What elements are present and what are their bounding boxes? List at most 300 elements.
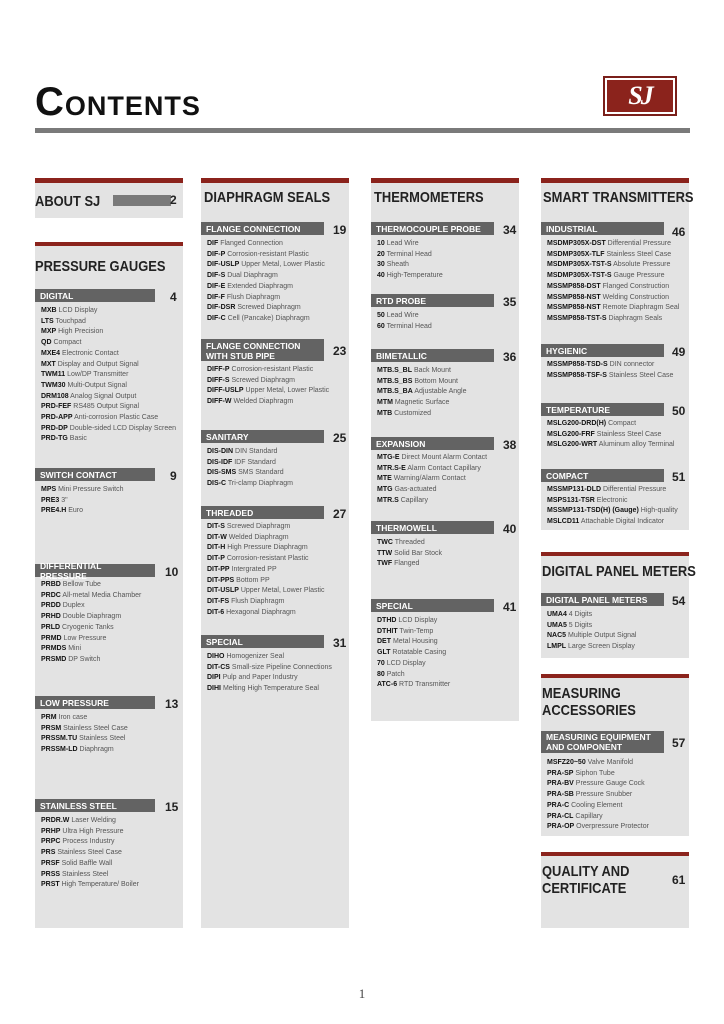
item-code: MTR.S-E bbox=[377, 464, 406, 472]
item-description: Ultra High Pressure bbox=[60, 827, 124, 835]
list-item bbox=[207, 365, 329, 376]
item-description: Flanged Connection bbox=[218, 240, 283, 247]
item-code: PRM bbox=[41, 714, 57, 721]
section-page: 13 bbox=[165, 697, 179, 711]
list-item bbox=[207, 565, 324, 576]
list-item bbox=[207, 250, 325, 261]
item-description: Terminal Head bbox=[384, 322, 432, 330]
item-code: MSSMP858-TSF-S bbox=[547, 371, 607, 379]
list-item bbox=[41, 601, 141, 612]
item-description: Screwed Diaphragm bbox=[235, 304, 301, 312]
item-description: Upper Metal, Lower Plastic bbox=[239, 261, 325, 269]
list-item bbox=[207, 479, 293, 490]
item-code: DIHI bbox=[207, 685, 221, 693]
item-code: MSDMP305X-TST-S bbox=[547, 272, 612, 280]
item-code: MTB bbox=[377, 409, 393, 417]
list-item bbox=[547, 303, 679, 314]
divider-red bbox=[541, 552, 689, 556]
item-description: 5 Digits bbox=[566, 621, 593, 629]
list-item bbox=[547, 430, 674, 441]
list-item bbox=[207, 652, 332, 663]
item-description: Flush Diaphragm bbox=[229, 597, 285, 605]
list-item bbox=[377, 496, 487, 507]
item-code: MTR.S bbox=[377, 496, 399, 504]
item-code: DIS-C bbox=[207, 480, 227, 488]
item-description: Cryogenic Tanks bbox=[60, 623, 114, 631]
list-item bbox=[41, 402, 176, 413]
thermometers-title: THERMOMETERS bbox=[374, 189, 484, 206]
item-code: TWC bbox=[377, 539, 393, 546]
item-description: Flanged bbox=[392, 560, 420, 568]
item-description: Display and Output Signal bbox=[55, 360, 139, 368]
item-code: MSFZ20~50 bbox=[547, 759, 586, 766]
item-code: DTHD bbox=[377, 617, 397, 624]
item-code: PRA-OP bbox=[547, 823, 575, 831]
item-code: TTW bbox=[377, 549, 393, 557]
item-description: SMS Standard bbox=[236, 469, 284, 477]
list-item bbox=[207, 458, 293, 469]
item-code: PRHP bbox=[41, 827, 61, 835]
item-description: DP Switch bbox=[66, 655, 101, 663]
section-page: 61 bbox=[672, 873, 686, 887]
list-item bbox=[41, 634, 141, 645]
divider bbox=[541, 836, 689, 852]
item-code: MTE bbox=[377, 475, 392, 483]
item-code: MSLG200-WRT bbox=[547, 441, 598, 449]
section-stainless-steel: STAINLESS STEEL bbox=[35, 799, 155, 812]
item-description: Corrosion-resistant Plastic bbox=[225, 250, 309, 258]
list-item bbox=[41, 816, 139, 827]
list-item bbox=[377, 398, 467, 409]
list-item bbox=[547, 419, 674, 430]
list-item bbox=[207, 282, 325, 293]
item-description: Flush Diaphragm bbox=[224, 293, 281, 301]
item-description: Siphon Tube bbox=[573, 769, 615, 777]
item-description: Stainless Steel Case bbox=[606, 371, 674, 379]
section-page: 51 bbox=[672, 470, 686, 484]
item-code: DIF-P bbox=[207, 250, 226, 258]
item-code: DIF bbox=[207, 240, 219, 247]
about-sj-title: ABOUT SJ bbox=[35, 193, 101, 210]
item-code: DIT-PPS bbox=[207, 576, 235, 584]
item-description: Low/DP Transmitter bbox=[65, 371, 129, 379]
item-description: Stainless Steel bbox=[60, 870, 109, 878]
item-description: Double-sided LCD Display Screen bbox=[67, 424, 177, 432]
item-code: DIF-USLP bbox=[207, 261, 240, 269]
item-list bbox=[547, 239, 679, 325]
item-description: Capillary bbox=[398, 496, 428, 504]
item-description: All-metal Media Chamber bbox=[60, 591, 142, 599]
page-number: 1 bbox=[358, 986, 366, 1001]
list-item bbox=[207, 314, 325, 325]
item-code: MSSMP131-DLD bbox=[547, 486, 602, 493]
item-description: Cooling Element bbox=[569, 801, 623, 809]
about-sj-chip bbox=[113, 195, 171, 206]
list-item bbox=[377, 260, 443, 271]
list-item bbox=[377, 616, 450, 627]
section-hygienic: HYGIENIC bbox=[541, 344, 664, 357]
list-item bbox=[41, 612, 141, 623]
item-list bbox=[207, 652, 332, 695]
item-code: MTM bbox=[377, 399, 393, 407]
section-page: 27 bbox=[333, 507, 347, 521]
list-item bbox=[41, 837, 139, 848]
item-description: Mini bbox=[66, 645, 82, 653]
item-code: ATC-6 bbox=[377, 681, 398, 689]
item-code: DIHO bbox=[207, 653, 225, 660]
item-code: MSSMP858-DST bbox=[547, 282, 601, 290]
smart-transmitters-title: SMART TRANSMITTERS bbox=[543, 189, 694, 206]
item-list bbox=[207, 365, 329, 408]
list-item bbox=[41, 745, 128, 756]
item-description: Compact bbox=[51, 339, 82, 347]
column-top-bar bbox=[371, 178, 519, 183]
list-item bbox=[377, 322, 432, 333]
list-item bbox=[547, 631, 637, 642]
section-page: 23 bbox=[333, 344, 347, 358]
section-page: 10 bbox=[165, 565, 179, 579]
item-code: PRBD bbox=[41, 581, 61, 588]
item-description: Welded Diaphragm bbox=[231, 398, 294, 406]
section-bimetallic: BIMETALLIC bbox=[371, 349, 494, 362]
list-item bbox=[207, 554, 324, 565]
item-description: Solid Baffle Wall bbox=[59, 859, 113, 867]
item-code: PRPC bbox=[41, 838, 61, 846]
item-list bbox=[377, 538, 442, 570]
section-page: 40 bbox=[503, 522, 517, 536]
item-code: MXE4 bbox=[41, 349, 61, 357]
item-description: Direct Mount Alarm Contact bbox=[399, 454, 488, 461]
divider bbox=[541, 530, 689, 552]
item-code: PRA-CL bbox=[547, 812, 574, 820]
sj-logo: SJ bbox=[603, 76, 677, 116]
item-code: 50 bbox=[377, 312, 385, 319]
item-description: LCD Display bbox=[384, 659, 426, 667]
item-description: Pulp and Paper Industry bbox=[220, 674, 298, 682]
item-description: Euro bbox=[66, 507, 84, 515]
item-list bbox=[547, 485, 678, 528]
item-code: PRST bbox=[41, 881, 60, 889]
item-code: PRD-FEF bbox=[41, 403, 72, 411]
item-description: Customized bbox=[392, 409, 432, 417]
item-description: Overpressure Protector bbox=[574, 823, 649, 831]
item-description: High-quality bbox=[638, 507, 678, 515]
list-item bbox=[41, 496, 123, 507]
digital-panel-meters-title: DIGITAL PANEL METERS bbox=[542, 563, 696, 580]
list-item bbox=[377, 250, 443, 261]
list-item bbox=[207, 376, 329, 387]
divider-red bbox=[541, 674, 689, 678]
item-description: Upper Metal, Lower Plastic bbox=[243, 387, 330, 395]
item-description: Process Industry bbox=[60, 838, 115, 846]
item-description: Diaphragm bbox=[77, 746, 114, 754]
list-item bbox=[377, 453, 487, 464]
item-description: DIN connector bbox=[607, 361, 655, 368]
item-description: Touchpad bbox=[53, 317, 86, 325]
item-code: MTB.S_BS bbox=[377, 377, 413, 385]
item-description: Remote Diaphragm Seal bbox=[600, 304, 680, 312]
item-description: Patch bbox=[384, 670, 405, 678]
list-item bbox=[207, 293, 325, 304]
item-code: LTS bbox=[41, 317, 54, 325]
list-item bbox=[377, 387, 467, 398]
item-description: High Precision bbox=[56, 328, 104, 336]
section-compact: COMPACT bbox=[541, 469, 664, 482]
column-diaphragm-seals bbox=[201, 178, 349, 928]
list-item bbox=[41, 655, 141, 666]
item-description: Warning/Alarm Contact bbox=[391, 475, 466, 483]
item-code: MSDMP305X-TLF bbox=[547, 250, 605, 258]
item-description: Diaphragm Seals bbox=[606, 314, 663, 322]
item-code: DIF-C bbox=[207, 314, 226, 322]
column-top-bar bbox=[541, 178, 689, 183]
list-item bbox=[377, 538, 442, 549]
item-description: Metal Housing bbox=[391, 638, 438, 646]
column-about-pressure bbox=[35, 178, 183, 928]
item-code: PRSMD bbox=[41, 655, 67, 663]
item-code: MSSMP131-TSD(H) (Gauge) bbox=[547, 507, 639, 515]
item-code: GLT bbox=[377, 649, 391, 657]
item-code: TWM30 bbox=[41, 381, 66, 389]
list-item bbox=[547, 496, 678, 507]
item-code: PRSF bbox=[41, 859, 60, 867]
list-item bbox=[207, 447, 293, 458]
item-code: MSLG200-FRF bbox=[547, 430, 595, 438]
item-code: DIT-USLP bbox=[207, 587, 239, 595]
section-thermowell: THERMOWELL bbox=[371, 521, 494, 534]
list-item bbox=[547, 621, 637, 632]
item-code: DIFF-USLP bbox=[207, 387, 244, 395]
list-item bbox=[41, 413, 176, 424]
item-list bbox=[377, 453, 487, 507]
list-item bbox=[41, 724, 128, 735]
list-item bbox=[377, 239, 443, 250]
item-code: PRLD bbox=[41, 623, 61, 631]
divider bbox=[541, 658, 689, 674]
item-description: Pressure Gauge Cock bbox=[573, 780, 645, 788]
item-list bbox=[547, 610, 637, 653]
item-description: Mini Pressure Switch bbox=[56, 486, 124, 493]
item-code: MTB.S_BL bbox=[377, 367, 412, 374]
item-description: Solid Bar Stock bbox=[392, 549, 442, 557]
item-code: QD bbox=[41, 339, 52, 347]
divider bbox=[35, 218, 183, 242]
item-code: TWM11 bbox=[41, 371, 66, 379]
list-item bbox=[41, 734, 128, 745]
list-item bbox=[547, 314, 679, 325]
item-code: PRSS bbox=[41, 870, 61, 878]
list-item bbox=[41, 506, 123, 517]
item-description: Bottom PP bbox=[234, 576, 270, 584]
item-code: 30 bbox=[377, 261, 385, 269]
section-flange-connection: FLANGE CONNECTION bbox=[201, 222, 324, 235]
item-code: DET bbox=[377, 638, 391, 646]
item-description: Multi-Output Signal bbox=[65, 381, 127, 389]
list-item bbox=[41, 713, 128, 724]
item-description: Basic bbox=[67, 435, 87, 443]
list-item bbox=[207, 397, 329, 408]
section-flange-stub-pipe: FLANGE CONNECTION WITH STUB PIPE bbox=[201, 339, 324, 361]
item-code: 70 bbox=[377, 659, 385, 667]
item-description: Low Pressure bbox=[61, 634, 107, 642]
about-sj-page: 2 bbox=[170, 193, 177, 207]
section-page: 4 bbox=[170, 290, 177, 304]
list-item bbox=[207, 260, 325, 271]
item-description: High-Temperature bbox=[384, 272, 443, 280]
item-code: TWF bbox=[377, 560, 393, 568]
item-code: DIF-S bbox=[207, 272, 226, 280]
item-code: LMPL bbox=[547, 643, 567, 651]
item-code: MTB.S_BA bbox=[377, 388, 413, 396]
list-item bbox=[547, 769, 649, 780]
section-temperature: TEMPERATURE bbox=[541, 403, 664, 416]
item-code: DIS-IDF bbox=[207, 458, 233, 466]
section-expansion: EXPANSION bbox=[371, 437, 494, 450]
section-page: 25 bbox=[333, 431, 347, 445]
item-description: Gauge Pressure bbox=[611, 272, 665, 280]
list-item bbox=[207, 663, 332, 674]
item-description: Capillary bbox=[573, 812, 603, 820]
item-code: MSSMP858-NST bbox=[547, 304, 601, 312]
section-page: 35 bbox=[503, 295, 517, 309]
list-item bbox=[41, 580, 141, 591]
item-description: Laser Welding bbox=[69, 817, 116, 824]
list-item bbox=[207, 468, 293, 479]
list-item bbox=[377, 474, 487, 485]
section-page: 15 bbox=[165, 800, 179, 814]
item-description: Threaded bbox=[392, 539, 425, 546]
item-description: Duplex bbox=[60, 602, 85, 610]
item-description: Anti-corrosion Plastic Case bbox=[72, 414, 159, 422]
item-description: High Pressure Diaphragm bbox=[225, 544, 308, 552]
list-item bbox=[547, 610, 637, 621]
pressure-gauges-title: PRESSURE GAUGES bbox=[35, 258, 166, 275]
item-description: Corrosion-resistant Plastic bbox=[229, 366, 314, 373]
item-code: DIF-DSR bbox=[207, 304, 236, 312]
item-list bbox=[41, 580, 141, 666]
section-digital: DIGITAL bbox=[35, 289, 155, 302]
item-description: Multiple Output Signal bbox=[566, 632, 637, 640]
section-special: SPECIAL bbox=[201, 635, 324, 648]
item-description: Hexagonal Diaphragm bbox=[224, 608, 296, 616]
list-item bbox=[41, 360, 176, 371]
item-description: Magnetic Surface bbox=[392, 399, 450, 407]
item-code: DIS-SMS bbox=[207, 469, 237, 477]
list-item bbox=[547, 440, 674, 451]
item-description: 3" bbox=[59, 496, 68, 504]
list-item bbox=[41, 848, 139, 859]
list-item bbox=[207, 586, 324, 597]
item-list bbox=[207, 447, 293, 490]
item-list bbox=[41, 306, 176, 445]
item-code: MSSMP858-TST-S bbox=[547, 314, 607, 322]
item-code: DIT-PP bbox=[207, 565, 230, 573]
section-page: 36 bbox=[503, 350, 517, 364]
item-code: PRA-SB bbox=[547, 791, 574, 799]
list-item bbox=[207, 673, 332, 684]
section-low-pressure: LOW PRESSURE bbox=[35, 696, 155, 709]
section-rtd-probe: RTD PROBE bbox=[371, 294, 494, 307]
item-description: Stainless Steel Case bbox=[55, 849, 122, 857]
item-code: DIF-F bbox=[207, 293, 225, 301]
list-item bbox=[207, 684, 332, 695]
item-description: IDF Standard bbox=[232, 458, 276, 466]
item-list bbox=[377, 366, 467, 420]
item-description: Corrosion-resistant Plastic bbox=[224, 555, 309, 563]
list-item bbox=[207, 533, 324, 544]
list-item bbox=[547, 485, 678, 496]
list-item bbox=[207, 271, 325, 282]
item-code: MSLCD11 bbox=[547, 518, 580, 526]
item-code: PRDR.W bbox=[41, 817, 70, 824]
list-item bbox=[377, 670, 450, 681]
quality-certificate-title: QUALITY AND CERTIFICATE bbox=[542, 863, 630, 897]
section-page: 57 bbox=[672, 736, 686, 750]
item-description: Welded Diaphragm bbox=[226, 533, 289, 541]
section-measuring-equipment: MEASURING EQUIPMENT AND COMPONENT bbox=[541, 731, 664, 753]
item-description: DIN Standard bbox=[233, 448, 278, 455]
item-description: Lead Wire bbox=[384, 240, 419, 247]
list-item bbox=[207, 239, 325, 250]
item-description: Lead Wire bbox=[384, 312, 419, 319]
list-item bbox=[41, 327, 176, 338]
list-item bbox=[41, 591, 141, 602]
list-item bbox=[41, 870, 139, 881]
item-description: Twin-Temp bbox=[397, 627, 434, 635]
list-item bbox=[547, 371, 673, 382]
item-description: Stainless Steel bbox=[77, 735, 126, 743]
list-item bbox=[377, 549, 442, 560]
item-code: 60 bbox=[377, 322, 385, 330]
page-title: CONTENTS bbox=[35, 80, 201, 124]
item-description: Melting High Temperature Seal bbox=[221, 685, 319, 693]
item-list bbox=[377, 311, 432, 332]
section-page: 19 bbox=[333, 223, 347, 237]
item-code: PRE4.H bbox=[41, 507, 67, 515]
section-thermocouple-probe: THERMOCOUPLE PROBE bbox=[371, 222, 494, 235]
section-industrial: INDUSTRIAL bbox=[541, 222, 664, 235]
list-item bbox=[207, 543, 324, 554]
section-page: 54 bbox=[672, 594, 686, 608]
item-description: Screwed Diaphragm bbox=[224, 523, 291, 530]
item-description: Sheath bbox=[384, 261, 409, 269]
item-description: Large Screen Display bbox=[566, 643, 635, 651]
item-code: 40 bbox=[377, 272, 385, 280]
item-code: PRSM bbox=[41, 724, 62, 732]
column-top-bar bbox=[35, 178, 183, 183]
item-description: Pressure Snubber bbox=[573, 791, 633, 799]
item-list bbox=[547, 758, 649, 833]
list-item bbox=[377, 366, 467, 377]
item-description: Attachable Digital Indicator bbox=[579, 518, 665, 526]
item-description: Intergrated PP bbox=[229, 565, 277, 573]
list-item bbox=[547, 801, 649, 812]
list-item bbox=[41, 880, 139, 891]
item-description: Tri-clamp Diaphragm bbox=[226, 480, 293, 488]
item-code: DIT-CS bbox=[207, 663, 230, 671]
list-item bbox=[377, 409, 467, 420]
item-list bbox=[547, 419, 674, 451]
item-code: PRSSM.TU bbox=[41, 735, 78, 743]
item-code: MSSMP858-TSD-S bbox=[547, 361, 608, 368]
item-code: PRD-TG bbox=[41, 435, 68, 443]
item-description: Terminal Head bbox=[384, 250, 432, 258]
list-item bbox=[41, 338, 176, 349]
item-code: PRD-DP bbox=[41, 424, 68, 432]
list-item bbox=[547, 271, 679, 282]
item-code: MSDMP305X-TST-S bbox=[547, 261, 612, 269]
item-list bbox=[207, 522, 324, 618]
